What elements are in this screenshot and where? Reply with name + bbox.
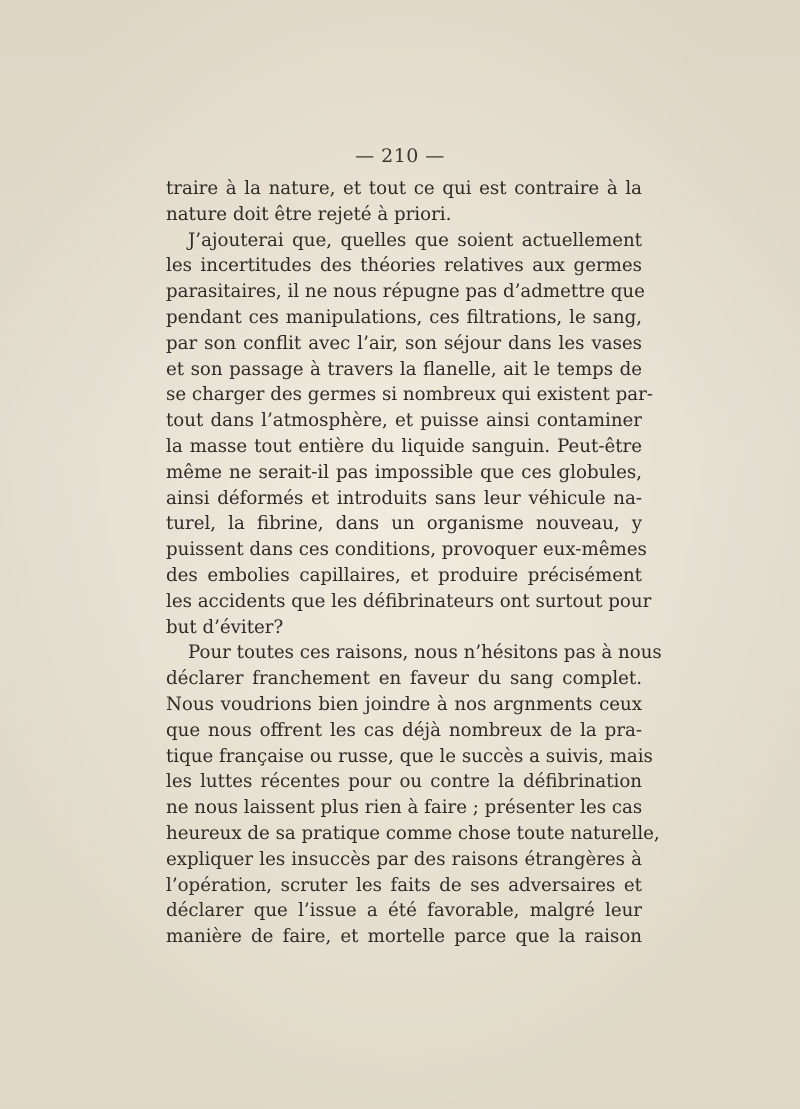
text-line: nature doit être rejeté à priori. bbox=[166, 203, 452, 225]
text-line: tout dans l’atmosphère, et puisse ainsi contaminer bbox=[166, 410, 642, 432]
text-line: que nous offrent les cas déjà nombreux de la pra- bbox=[166, 719, 642, 741]
text-line: l’opération, scruter les faits de ses adversaires et bbox=[166, 874, 642, 896]
text-line: turel, la fibrine, dans un organisme nouveau, y bbox=[166, 513, 642, 535]
text-line: ne nous laissent plus rien à faire ; présenter les cas bbox=[166, 797, 643, 819]
text-line: manière de faire, et mortelle parce que la raison bbox=[166, 926, 642, 948]
text-line: même ne serait-il pas impossible que ces globules, bbox=[166, 461, 642, 483]
text-line: heureux de sa pratique comme chose toute naturelle, bbox=[166, 822, 660, 844]
text-line: ainsi déformés et introduits sans leur véhicule na- bbox=[166, 487, 642, 509]
text-line: et son passage à travers la flanelle, ait le temps de bbox=[166, 358, 642, 380]
text-line: se charger des germes si nombreux qui existent par- bbox=[166, 384, 653, 406]
text-line: les accidents que les défibrinateurs ont surtout pour bbox=[166, 590, 652, 612]
text-line: puissent dans ces conditions, provoquer eux-mêmes bbox=[166, 539, 647, 561]
text-line: déclarer franchement en faveur du sang complet. bbox=[166, 668, 642, 690]
text-line: tique française ou russe, que le succès a suivis, mais bbox=[166, 745, 653, 767]
text-line: la masse tout entière du liquide sanguin. Peut-être bbox=[166, 435, 642, 457]
text-line: déclarer que l’issue a été favorable, malgré leur bbox=[166, 900, 642, 922]
page-number: — 210 — bbox=[355, 145, 445, 167]
text-line: expliquer les insuccès par des raisons étrangères à bbox=[166, 848, 642, 870]
text-line: parasitaires, il ne nous répugne pas d’admettre que bbox=[166, 281, 645, 303]
body-text bbox=[166, 176, 662, 950]
text-line: les luttes récentes pour ou contre la défibrination bbox=[166, 771, 642, 793]
text-line: les incertitudes des théories relatives aux germes bbox=[166, 255, 642, 277]
text-line: des embolies capillaires, et produire précisément bbox=[166, 564, 642, 586]
text-line: J’ajouterai que, quelles que soient actuellement bbox=[188, 229, 642, 251]
text-line: par son conflit avec l’air, son séjour dans les vases bbox=[166, 332, 642, 354]
text-line: Pour toutes ces raisons, nous n’hésitons pas à nous bbox=[188, 642, 662, 664]
text-line: Nous voudrions bien joindre à nos argnments ceux bbox=[166, 693, 642, 715]
text-line: pendant ces manipulations, ces filtrations, le sang, bbox=[166, 306, 642, 328]
text-line: traire à la nature, et tout ce qui est contraire à la bbox=[166, 178, 642, 199]
text-line: but d’éviter? bbox=[166, 616, 284, 638]
